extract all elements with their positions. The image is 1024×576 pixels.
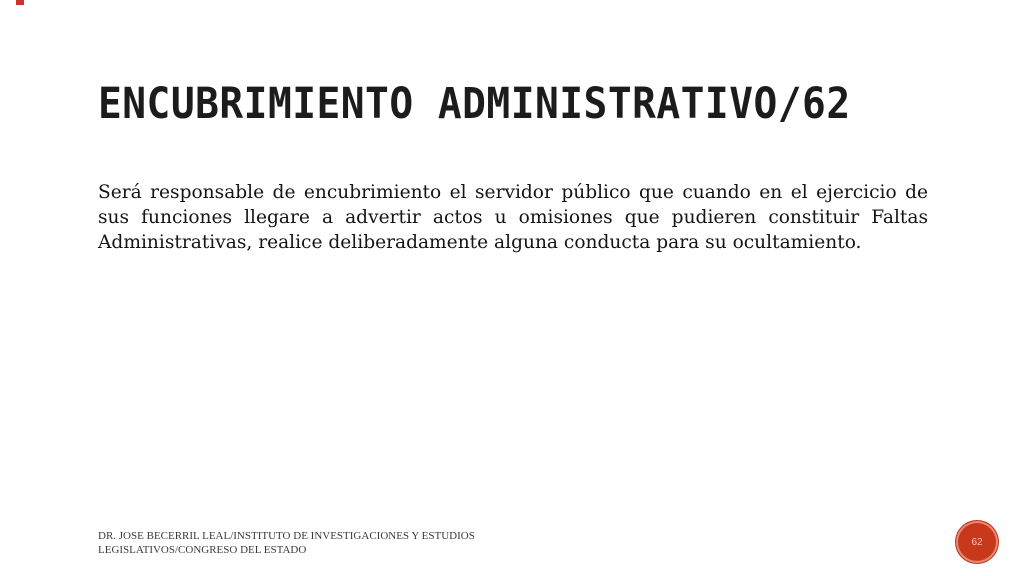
- slide-body-text: Será responsable de encubrimiento el servidor público que cuando en el ejercicio de sus funciones llegare a advertir actos u omisiones que pudieren constituir Faltas Administrativas, realice deliberadamente alguna conducta para su ocultamiento.: [98, 182, 928, 253]
- slide-number: 62: [971, 536, 983, 548]
- slide-number-badge: [958, 523, 996, 561]
- slide-title: ENCUBRIMIENTO ADMINISTRATIVO/62: [98, 79, 851, 129]
- accent-bar: [16, 0, 24, 5]
- slide-footer: DR. JOSE BECERRIL LEAL/INSTITUTO DE INVESTIGACIONES Y ESTUDIOS LEGISLATIVOS/CONGRESO DEL ESTADO: [98, 530, 475, 556]
